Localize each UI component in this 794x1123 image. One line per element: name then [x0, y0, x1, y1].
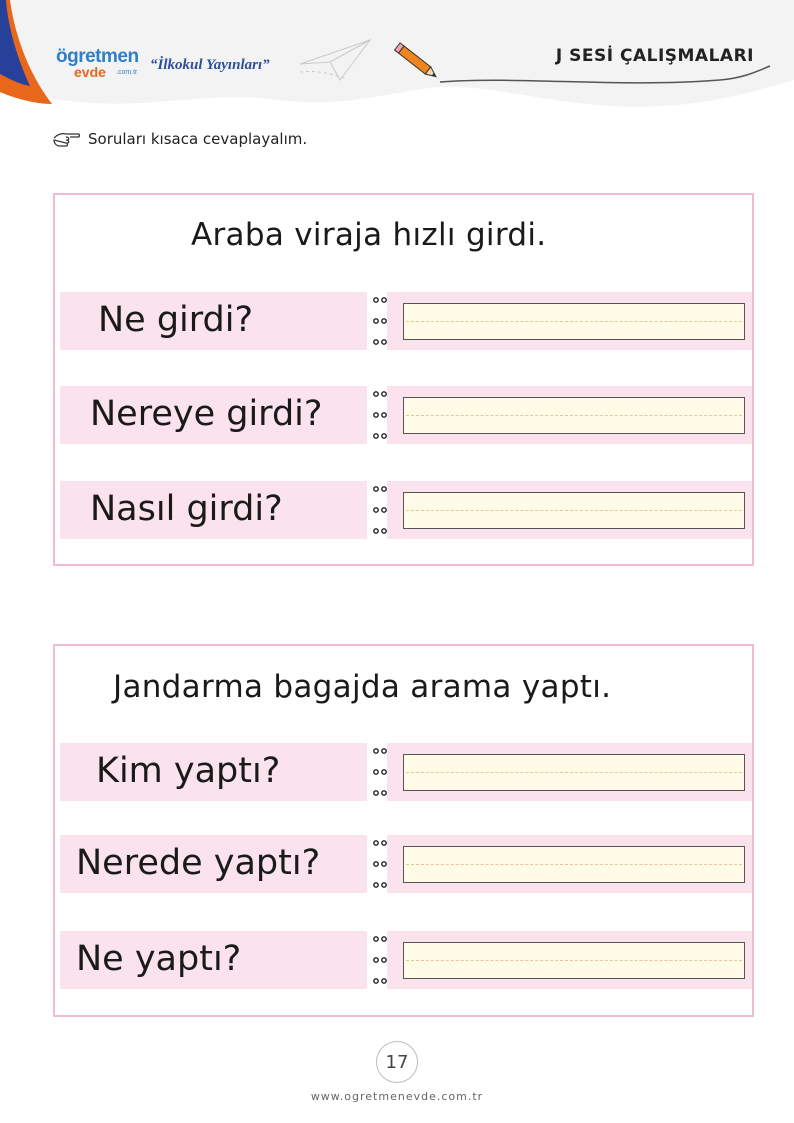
question-label: Nereye girdi?: [90, 394, 323, 434]
question-row: [60, 292, 752, 350]
answer-field[interactable]: [403, 846, 745, 883]
page-number: [376, 1041, 418, 1083]
binder-rings-icon: [372, 835, 388, 893]
question-row: [60, 835, 752, 893]
binder-rings-icon: [372, 743, 388, 801]
binder-rings-icon: [372, 931, 388, 989]
exercise-sentence: Araba viraja hızlı girdi.: [191, 217, 547, 253]
logo-text-top: ögretmen: [56, 46, 139, 67]
answer-field[interactable]: [403, 754, 745, 791]
pointing-hand-icon: [52, 128, 82, 150]
answer-field[interactable]: [403, 397, 745, 434]
instruction-text: Soruları kısaca cevaplayalım.: [88, 130, 308, 148]
corner-decoration: [0, 0, 60, 110]
logo-text-bottom: evde: [74, 64, 106, 80]
question-label: Ne girdi?: [98, 300, 254, 340]
exercise-sentence: Jandarma bagajda arama yaptı.: [113, 669, 612, 705]
question-row: [60, 386, 752, 444]
answer-field[interactable]: [403, 303, 745, 340]
question-row: [60, 743, 752, 801]
question-row: [60, 481, 752, 539]
exercise-panel-1: [53, 193, 754, 566]
question-label: Ne yaptı?: [76, 939, 242, 979]
page-title: J SESİ ÇALIŞMALARI: [555, 46, 754, 66]
question-label: Kim yaptı?: [96, 751, 281, 791]
website-url: www.ogretmenevde.com.tr: [310, 1090, 484, 1103]
binder-rings-icon: [372, 292, 388, 350]
question-label: Nasıl girdi?: [90, 489, 283, 529]
logo-domain: .com.tr: [116, 69, 138, 76]
question-label: Nerede yaptı?: [76, 843, 321, 883]
instruction: [52, 128, 307, 150]
exercise-panel-2: [53, 644, 754, 1017]
publisher-name: “İlkokul Yayınları”: [150, 57, 270, 73]
answer-field[interactable]: [403, 942, 745, 979]
question-row: [60, 931, 752, 989]
binder-rings-icon: [372, 481, 388, 539]
answer-field[interactable]: [403, 492, 745, 529]
binder-rings-icon: [372, 386, 388, 444]
page-number-text: 17: [385, 1051, 409, 1073]
